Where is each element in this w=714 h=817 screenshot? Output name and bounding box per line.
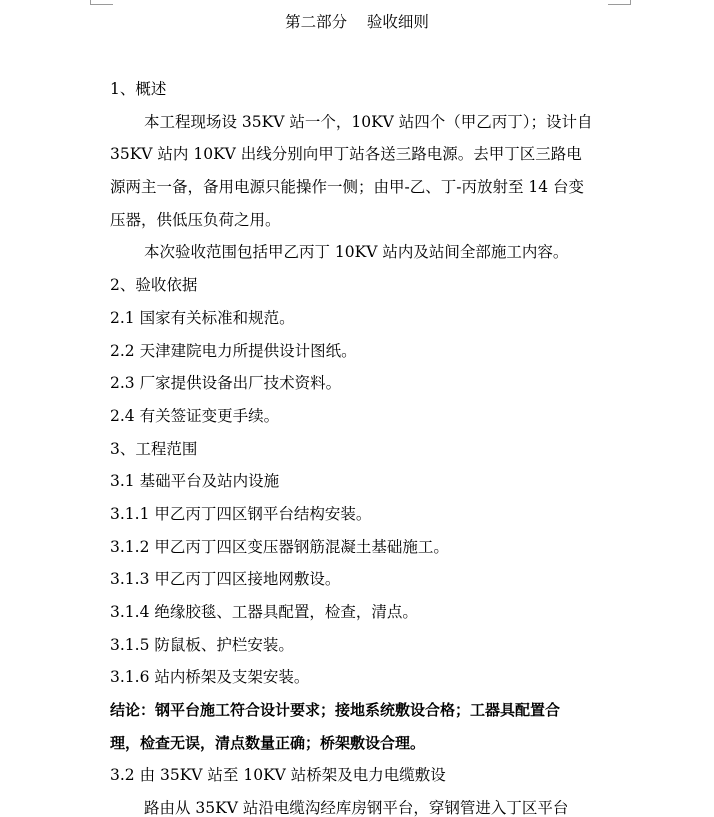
list-item: 3.1.4 绝缘胶毯、工器具配置，检查，清点。 — [110, 603, 418, 621]
list-item: 3.1.2 甲乙丙丁四区变压器钢筋混凝土基础施工。 — [110, 537, 449, 556]
list-item: 3.1.5 防鼠板、护栏安装。 — [110, 635, 294, 654]
conclusion-line: 理，检查无误，清点数量正确；桥架敷设合理。 — [110, 733, 426, 752]
section-title: 第二部分 验收细则 — [285, 13, 429, 31]
paragraph-line: 压器，供低压负荷之用。 — [110, 210, 281, 229]
paragraph-line: 路由从 35KV 站沿电缆沟经库房钢平台，穿钢管进入丁区平台 — [144, 799, 569, 817]
paragraph-line: 35KV 站内 10KV 出线分别向甲丁站各送三路电源。去甲丁区三路电 — [110, 145, 582, 164]
paragraph-line: 本工程现场设 35KV 站一个，10KV 站四个（甲乙丙丁）；设计自 — [144, 112, 593, 131]
list-item: 2.2 天津建院电力所提供设计图纸。 — [110, 341, 357, 360]
heading-overview: 1、概述 — [110, 80, 167, 98]
page-corner-mark-right — [608, 0, 631, 5]
document-body — [110, 73, 606, 817]
heading-scope: 3、工程范围 — [110, 439, 198, 458]
paragraph-line: 源两主一备，备用电源只能操作一侧；由甲-乙、丁-丙放射至 14 台变 — [110, 178, 585, 197]
list-item: 3.1.6 站内桥架及支架安装。 — [110, 668, 310, 687]
list-item: 2.3 厂家提供设备出厂技术资料。 — [110, 374, 342, 393]
page-corner-mark-left — [90, 0, 113, 5]
conclusion-line: 结论：钢平台施工符合设计要求；接地系统敷设合格；工器具配置合 — [110, 701, 561, 720]
list-item: 2.4 有关签证变更手续。 — [110, 406, 280, 425]
subheading: 3.1 基础平台及站内设施 — [110, 472, 280, 491]
heading-basis: 2、验收依据 — [110, 276, 198, 295]
subheading: 3.2 由 35KV 站至 10KV 站桥架及电力电缆敷设 — [110, 766, 446, 785]
list-item: 2.1 国家有关标准和规范。 — [110, 308, 295, 327]
list-item: 3.1.3 甲乙丙丁四区接地网敷设。 — [110, 570, 341, 589]
list-item: 3.1.1 甲乙丙丁四区钢平台结构安装。 — [110, 504, 372, 523]
paragraph-line: 本次验收范围包括甲乙丙丁 10KV 站内及站间全部施工内容。 — [144, 243, 569, 262]
